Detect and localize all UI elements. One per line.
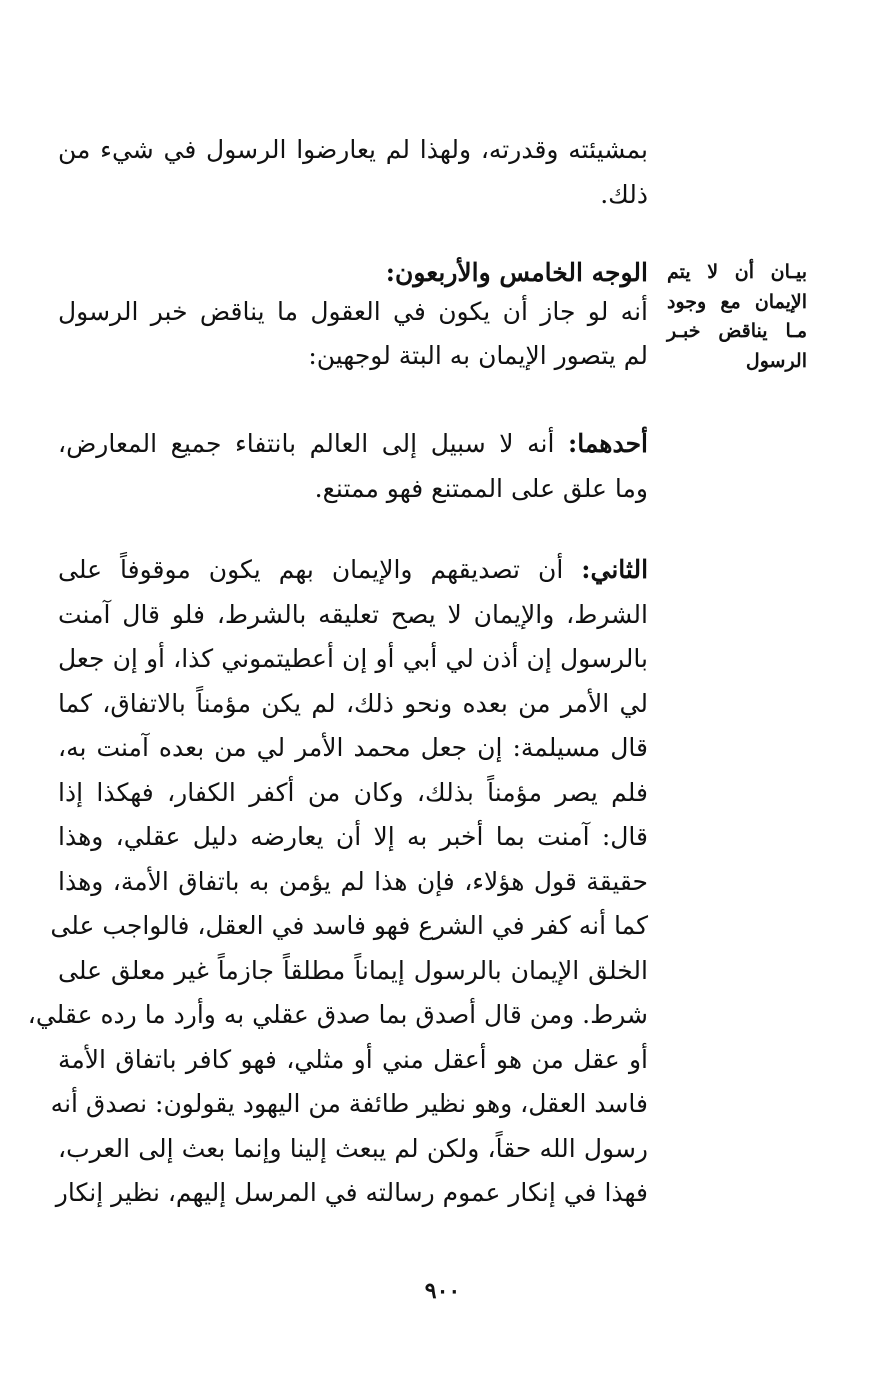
- text-line: أنه لو جاز أن يكون في العقول ما يناقض خبر الرسول: [58, 296, 648, 326]
- text-line: الخلق الإيمان بالرسول إيماناً مطلقاً جازماً غير معلق على: [58, 955, 648, 985]
- first-point: [58, 422, 648, 511]
- text-line: رسول الله حقاً، ولكن لم يبعث إلينا وإنما بعث إلى العرب،: [58, 1133, 648, 1163]
- text-line: بالرسول إن أذن لي أبي أو إن أعطيتموني كذا، أو إن جعل: [58, 644, 648, 673]
- text-line: شرط. ومن قال أصدق بما صدق عقلي به وأرد ما رده عقلي،: [27, 1000, 648, 1029]
- text-line: فاسد العقل، وهو نظير طائفة من اليهود يقولون: نصدق أنه: [50, 1089, 648, 1118]
- point-text: أنه لا سبيل إلى العالم بانتفاء جميع المعارض،: [58, 429, 555, 458]
- paragraph-continuation: [58, 128, 648, 217]
- text-line: لم يتصور الإيمان به البتة لوجهين:: [308, 341, 648, 370]
- text-line: وما علق على الممتنع فهو ممتنع.: [314, 473, 648, 503]
- text-line: بمشيئته وقدرته، ولهذا لم يعارضوا الرسول في شيء من: [58, 135, 648, 164]
- margin-note: [667, 258, 807, 376]
- text-line: [58, 548, 648, 593]
- text-line: فلم يصر مؤمناً بذلك، وكان من أكفر الكفار، فهكذا إذا: [58, 777, 648, 807]
- text-line: قال: آمنت بما أخبر به إلا أن يعارضه دليل عقلي، وهذا: [58, 822, 648, 851]
- point-label: الثاني:: [581, 555, 649, 584]
- text-line: ذلك.: [600, 179, 648, 209]
- text-line: قال مسيلمة: إن جعل محمد الأمر لي من بعده آمنت به،: [58, 733, 648, 762]
- text-line: الشرط، والإيمان لا يصح تعليقه بالشرط، فلو قال آمنت: [58, 599, 648, 629]
- section-forty-five: [58, 251, 648, 379]
- text-line: كما أنه كفر في الشرع فهو فاسد في العقل، فالواجب على: [50, 911, 648, 940]
- margin-note-line: بيـان أن لا يتم: [667, 261, 807, 283]
- text-line: لي الأمر من بعده ونحو ذلك، لم يكن مؤمناً بالاتفاق، كما: [58, 688, 648, 718]
- margin-note-line: الرسول: [745, 349, 807, 372]
- text-line: [58, 422, 648, 467]
- margin-note-line: الإيمان مع وجود: [667, 290, 807, 313]
- page-number: ٩٠٠: [424, 1278, 461, 1304]
- point-text: أن تصديقهم والإيمان بهم يكون موقوفاً على: [58, 555, 564, 584]
- second-point: [27, 548, 649, 1216]
- point-label: أحدهما:: [567, 429, 648, 458]
- margin-note-line: مـا يناقض خبـر: [667, 320, 807, 342]
- text-line: فهذا في إنكار عموم رسالته في المرسل إليهم، نظير إنكار: [55, 1178, 648, 1207]
- section-heading: الوجه الخامس والأربعون:: [385, 258, 648, 287]
- text-line: حقيقة قول هؤلاء، فإن هذا لم يؤمن به باتفاق الأمة، وهذا: [58, 866, 648, 896]
- text-line: أو عقل من هو أعقل مني أو مثلي، فهو كافر باتفاق الأمة: [58, 1044, 648, 1074]
